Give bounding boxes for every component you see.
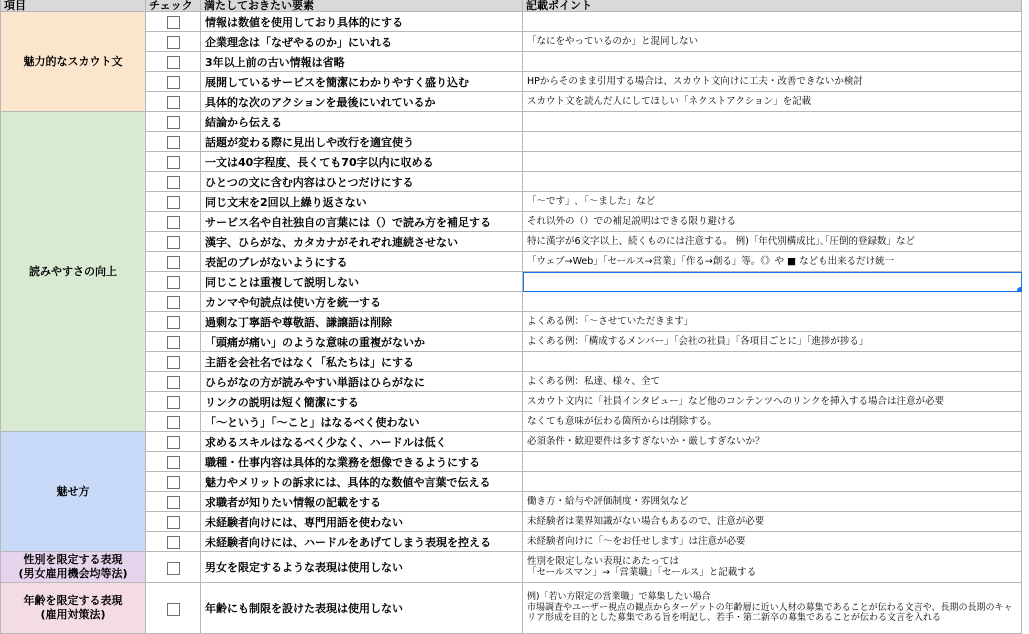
checkbox[interactable] (167, 416, 180, 429)
requirement-cell[interactable]: 主語を会社名ではなく「私たちは」にする (201, 352, 523, 372)
check-cell[interactable] (146, 172, 201, 192)
check-cell[interactable] (146, 392, 201, 412)
table-row (1, 532, 1022, 552)
requirement-cell[interactable]: 展開しているサービスを簡潔にわかりやすく盛り込む (201, 72, 523, 92)
check-cell[interactable] (146, 512, 201, 532)
check-cell[interactable] (146, 112, 201, 132)
check-cell[interactable] (146, 452, 201, 472)
checkbox[interactable] (167, 76, 180, 89)
checkbox[interactable] (167, 516, 180, 529)
point-cell[interactable] (523, 112, 1022, 132)
table-row (1, 552, 1022, 583)
check-cell[interactable] (146, 472, 201, 492)
category-scout[interactable]: 魅力的なスカウト文 (1, 12, 146, 112)
header-requirement[interactable]: 満たしておきたい要素 (201, 0, 523, 12)
checkbox[interactable] (167, 56, 180, 69)
checkbox[interactable] (167, 276, 180, 289)
point-cell[interactable]: スカウト文を読んだ人にしてほしい「ネクストアクション」を記載 (523, 92, 1022, 112)
checkbox[interactable] (167, 256, 180, 269)
check-cell[interactable] (146, 552, 201, 583)
point-cell[interactable]: 「なにをやっているのか」と混同しない (523, 32, 1022, 52)
requirement-cell[interactable]: 「〜という」「〜こと」はなるべく使わない (201, 412, 523, 432)
requirement-cell[interactable]: 3年以上前の古い情報は省略 (201, 52, 523, 72)
requirement-cell[interactable]: 未経験者向けには、ハードルをあげてしまう表現を控える (201, 532, 523, 552)
table-row (1, 352, 1022, 372)
check-cell[interactable] (146, 292, 201, 312)
check-cell[interactable] (146, 312, 201, 332)
table-row (1, 12, 1022, 32)
point-cell[interactable]: よくある例：「〜させていただきます」 (523, 312, 1022, 332)
table-row (1, 72, 1022, 92)
point-cell[interactable]: 「ウェブ→Web」「セールス→営業」「作る→創る」等。《》や ■ なども出来るだけ統一 (523, 252, 1022, 272)
check-cell[interactable] (146, 92, 201, 112)
requirement-cell[interactable]: 職種・仕事内容は具体的な業務を想像できるようにする (201, 452, 523, 472)
checkbox[interactable] (167, 196, 180, 209)
requirement-cell[interactable]: 結論から伝える (201, 112, 523, 132)
checkbox[interactable] (167, 216, 180, 229)
check-cell[interactable] (146, 583, 201, 634)
requirement-cell[interactable]: 「頭痛が痛い」のような意味の重複がないか (201, 332, 523, 352)
requirement-cell[interactable]: 情報は数値を使用しており具体的にする (201, 12, 523, 32)
table-row (1, 172, 1022, 192)
checkbox[interactable] (167, 16, 180, 29)
point-cell[interactable]: スカウト文内に「社員インタビュー」など他のコンテンツへのリンクを挿入する場合は注意が必要 (523, 392, 1022, 412)
point-cell[interactable] (523, 152, 1022, 172)
requirement-cell[interactable]: ひとつの文に含む内容はひとつだけにする (201, 172, 523, 192)
table-row (1, 32, 1022, 52)
table-row (1, 412, 1022, 432)
table-row (1, 272, 1022, 292)
table-row (1, 292, 1022, 312)
table-row (1, 132, 1022, 152)
header-point[interactable]: 記載ポイント (523, 0, 1022, 12)
point-cell[interactable] (523, 292, 1022, 312)
checkbox[interactable] (167, 396, 180, 409)
category-age[interactable]: 年齢を限定する表現 (雇用対策法) (1, 583, 146, 634)
check-cell[interactable] (146, 252, 201, 272)
point-cell-selected[interactable] (523, 272, 1022, 292)
requirement-cell[interactable]: 企業理念は「なぜやるのか」にいれる (201, 32, 523, 52)
check-cell[interactable] (146, 412, 201, 432)
checkbox[interactable] (167, 116, 180, 129)
point-cell[interactable]: 特に漢字が6文字以上、続くものには注意する。 例)「年代別構成比｣､｢圧倒的登録数」など (523, 232, 1022, 252)
point-cell[interactable] (523, 172, 1022, 192)
check-cell[interactable] (146, 52, 201, 72)
point-cell[interactable] (523, 472, 1022, 492)
check-cell[interactable] (146, 12, 201, 32)
table-row (1, 392, 1022, 412)
check-cell[interactable] (146, 492, 201, 512)
checkbox[interactable] (167, 603, 180, 616)
table-row (1, 252, 1022, 272)
point-cell[interactable]: 「〜です」､「〜ました」など (523, 192, 1022, 212)
checkbox[interactable] (167, 456, 180, 469)
table-row (1, 192, 1022, 212)
table-row (1, 112, 1022, 132)
requirement-cell[interactable]: 同じ文末を2回以上繰り返さない (201, 192, 523, 212)
check-cell[interactable] (146, 232, 201, 252)
requirement-cell[interactable]: 具体的な次のアクションを最後にいれているか (201, 92, 523, 112)
check-cell[interactable] (146, 132, 201, 152)
checkbox[interactable] (167, 156, 180, 169)
point-cell[interactable]: 働き方・給与や評価制度・雰囲気など (523, 492, 1022, 512)
point-cell[interactable]: HPからそのまま引用する場合は、スカウト文向けに工夫・改善できないか検討 (523, 72, 1022, 92)
header-category[interactable]: 項目 (1, 0, 146, 12)
table-row (1, 232, 1022, 252)
point-cell[interactable] (523, 452, 1022, 472)
checkbox[interactable] (167, 236, 180, 249)
checkbox[interactable] (167, 536, 180, 549)
requirement-cell[interactable]: 同じことは重複して説明しない (201, 272, 523, 292)
table-row (1, 472, 1022, 492)
category-appeal[interactable]: 魅せ方 (1, 432, 146, 552)
requirement-cell[interactable]: サービス名や自社独自の言葉には（）で読み方を補足する (201, 212, 523, 232)
requirement-cell[interactable]: 過剰な丁寧語や尊敬語、謙譲語は削除 (201, 312, 523, 332)
point-cell[interactable]: 性別を限定しない表現にあたっては 「セールスマン」→「営業職」「セールス」と記載する (523, 552, 1022, 583)
checkbox[interactable] (167, 296, 180, 309)
checkbox[interactable] (167, 562, 180, 575)
table-row (1, 332, 1022, 352)
table-row (1, 372, 1022, 392)
check-cell[interactable] (146, 372, 201, 392)
requirement-cell[interactable]: カンマや句読点は使い方を統一する (201, 292, 523, 312)
checkbox[interactable] (167, 176, 180, 189)
point-cell[interactable]: 例)「若い方限定の営業職」で募集したい場合 市場調査やユーザー視点の観点からターゲットの年齢層に近い人材の募集であることが伝わる文言や、長期の長期のキャリア形成を目的とした募集である旨を明記し、若手・第二新卒の募集であることが伝わる文言を入れる (523, 583, 1022, 634)
checkbox[interactable] (167, 336, 180, 349)
requirement-cell[interactable]: 求めるスキルはなるべく少なく、ハードルは低く (201, 432, 523, 452)
checkbox[interactable] (167, 96, 180, 109)
checkbox[interactable] (167, 376, 180, 389)
checkbox[interactable] (167, 316, 180, 329)
category-gender[interactable]: 性別を限定する表現 (男女雇用機会均等法) (1, 552, 146, 583)
point-cell[interactable]: 未経験者向けに「〜をお任せします」は注意が必要 (523, 532, 1022, 552)
table-row (1, 152, 1022, 172)
header-row (1, 0, 1022, 12)
requirement-cell[interactable]: 求職者が知りたい情報の記載をする (201, 492, 523, 512)
table-row (1, 512, 1022, 532)
requirement-cell[interactable]: 表記のブレがないようにする (201, 252, 523, 272)
check-cell[interactable] (146, 432, 201, 452)
check-cell[interactable] (146, 332, 201, 352)
requirement-cell[interactable]: 一文は40字程度、長くても70字以内に収める (201, 152, 523, 172)
point-cell[interactable]: よくある例：「構成するメンバー」「会社の社員」「各項目ごとに」「進捗が捗る」 (523, 332, 1022, 352)
requirement-cell[interactable]: リンクの説明は短く簡潔にする (201, 392, 523, 412)
table-row (1, 492, 1022, 512)
requirement-cell[interactable]: ひらがなの方が読みやすい単語はひらがなに (201, 372, 523, 392)
table-row (1, 452, 1022, 472)
point-cell[interactable] (523, 52, 1022, 72)
requirement-cell[interactable]: 魅力やメリットの訴求には、具体的な数値や言葉で伝える (201, 472, 523, 492)
requirement-cell[interactable]: 男女を限定するような表現は使用しない (201, 552, 523, 583)
fill-handle[interactable] (1016, 286, 1022, 292)
checkbox[interactable] (167, 476, 180, 489)
check-cell[interactable] (146, 272, 201, 292)
point-cell[interactable] (523, 132, 1022, 152)
table-row (1, 583, 1022, 634)
category-readability[interactable]: 読みやすさの向上 (1, 112, 146, 432)
check-cell[interactable] (146, 152, 201, 172)
table-row (1, 52, 1022, 72)
check-cell[interactable] (146, 352, 201, 372)
point-cell[interactable] (523, 12, 1022, 32)
header-check[interactable]: チェック (146, 0, 201, 12)
check-cell[interactable] (146, 72, 201, 92)
check-cell[interactable] (146, 32, 201, 52)
check-cell[interactable] (146, 192, 201, 212)
table-row (1, 312, 1022, 332)
check-cell[interactable] (146, 532, 201, 552)
point-cell[interactable]: それ以外の（）での補足説明はできる限り避ける (523, 212, 1022, 232)
checkbox[interactable] (167, 136, 180, 149)
table-row (1, 92, 1022, 112)
checkbox[interactable] (167, 436, 180, 449)
requirement-cell[interactable]: 未経験者向けには、専門用語を使わない (201, 512, 523, 532)
requirement-cell[interactable]: 漢字、ひらがな、カタカナがそれぞれ連続させない (201, 232, 523, 252)
checkbox[interactable] (167, 36, 180, 49)
check-cell[interactable] (146, 212, 201, 232)
requirement-cell[interactable]: 話題が変わる際に見出しや改行を適宜使う (201, 132, 523, 152)
table-row (1, 432, 1022, 452)
point-cell[interactable]: 必須条件・歓迎要件は多すぎないか・厳しすぎないか？ (523, 432, 1022, 452)
checkbox[interactable] (167, 356, 180, 369)
checkbox[interactable] (167, 496, 180, 509)
point-cell[interactable] (523, 352, 1022, 372)
requirement-cell[interactable]: 年齢にも制限を設けた表現は使用しない (201, 583, 523, 634)
point-cell[interactable]: 未経験者は業界知識がない場合もあるので、注意が必要 (523, 512, 1022, 532)
point-cell[interactable]: なくても意味が伝わる箇所からは削除する。 (523, 412, 1022, 432)
point-cell[interactable]: よくある例：私達、様々、全て (523, 372, 1022, 392)
table-row (1, 212, 1022, 232)
